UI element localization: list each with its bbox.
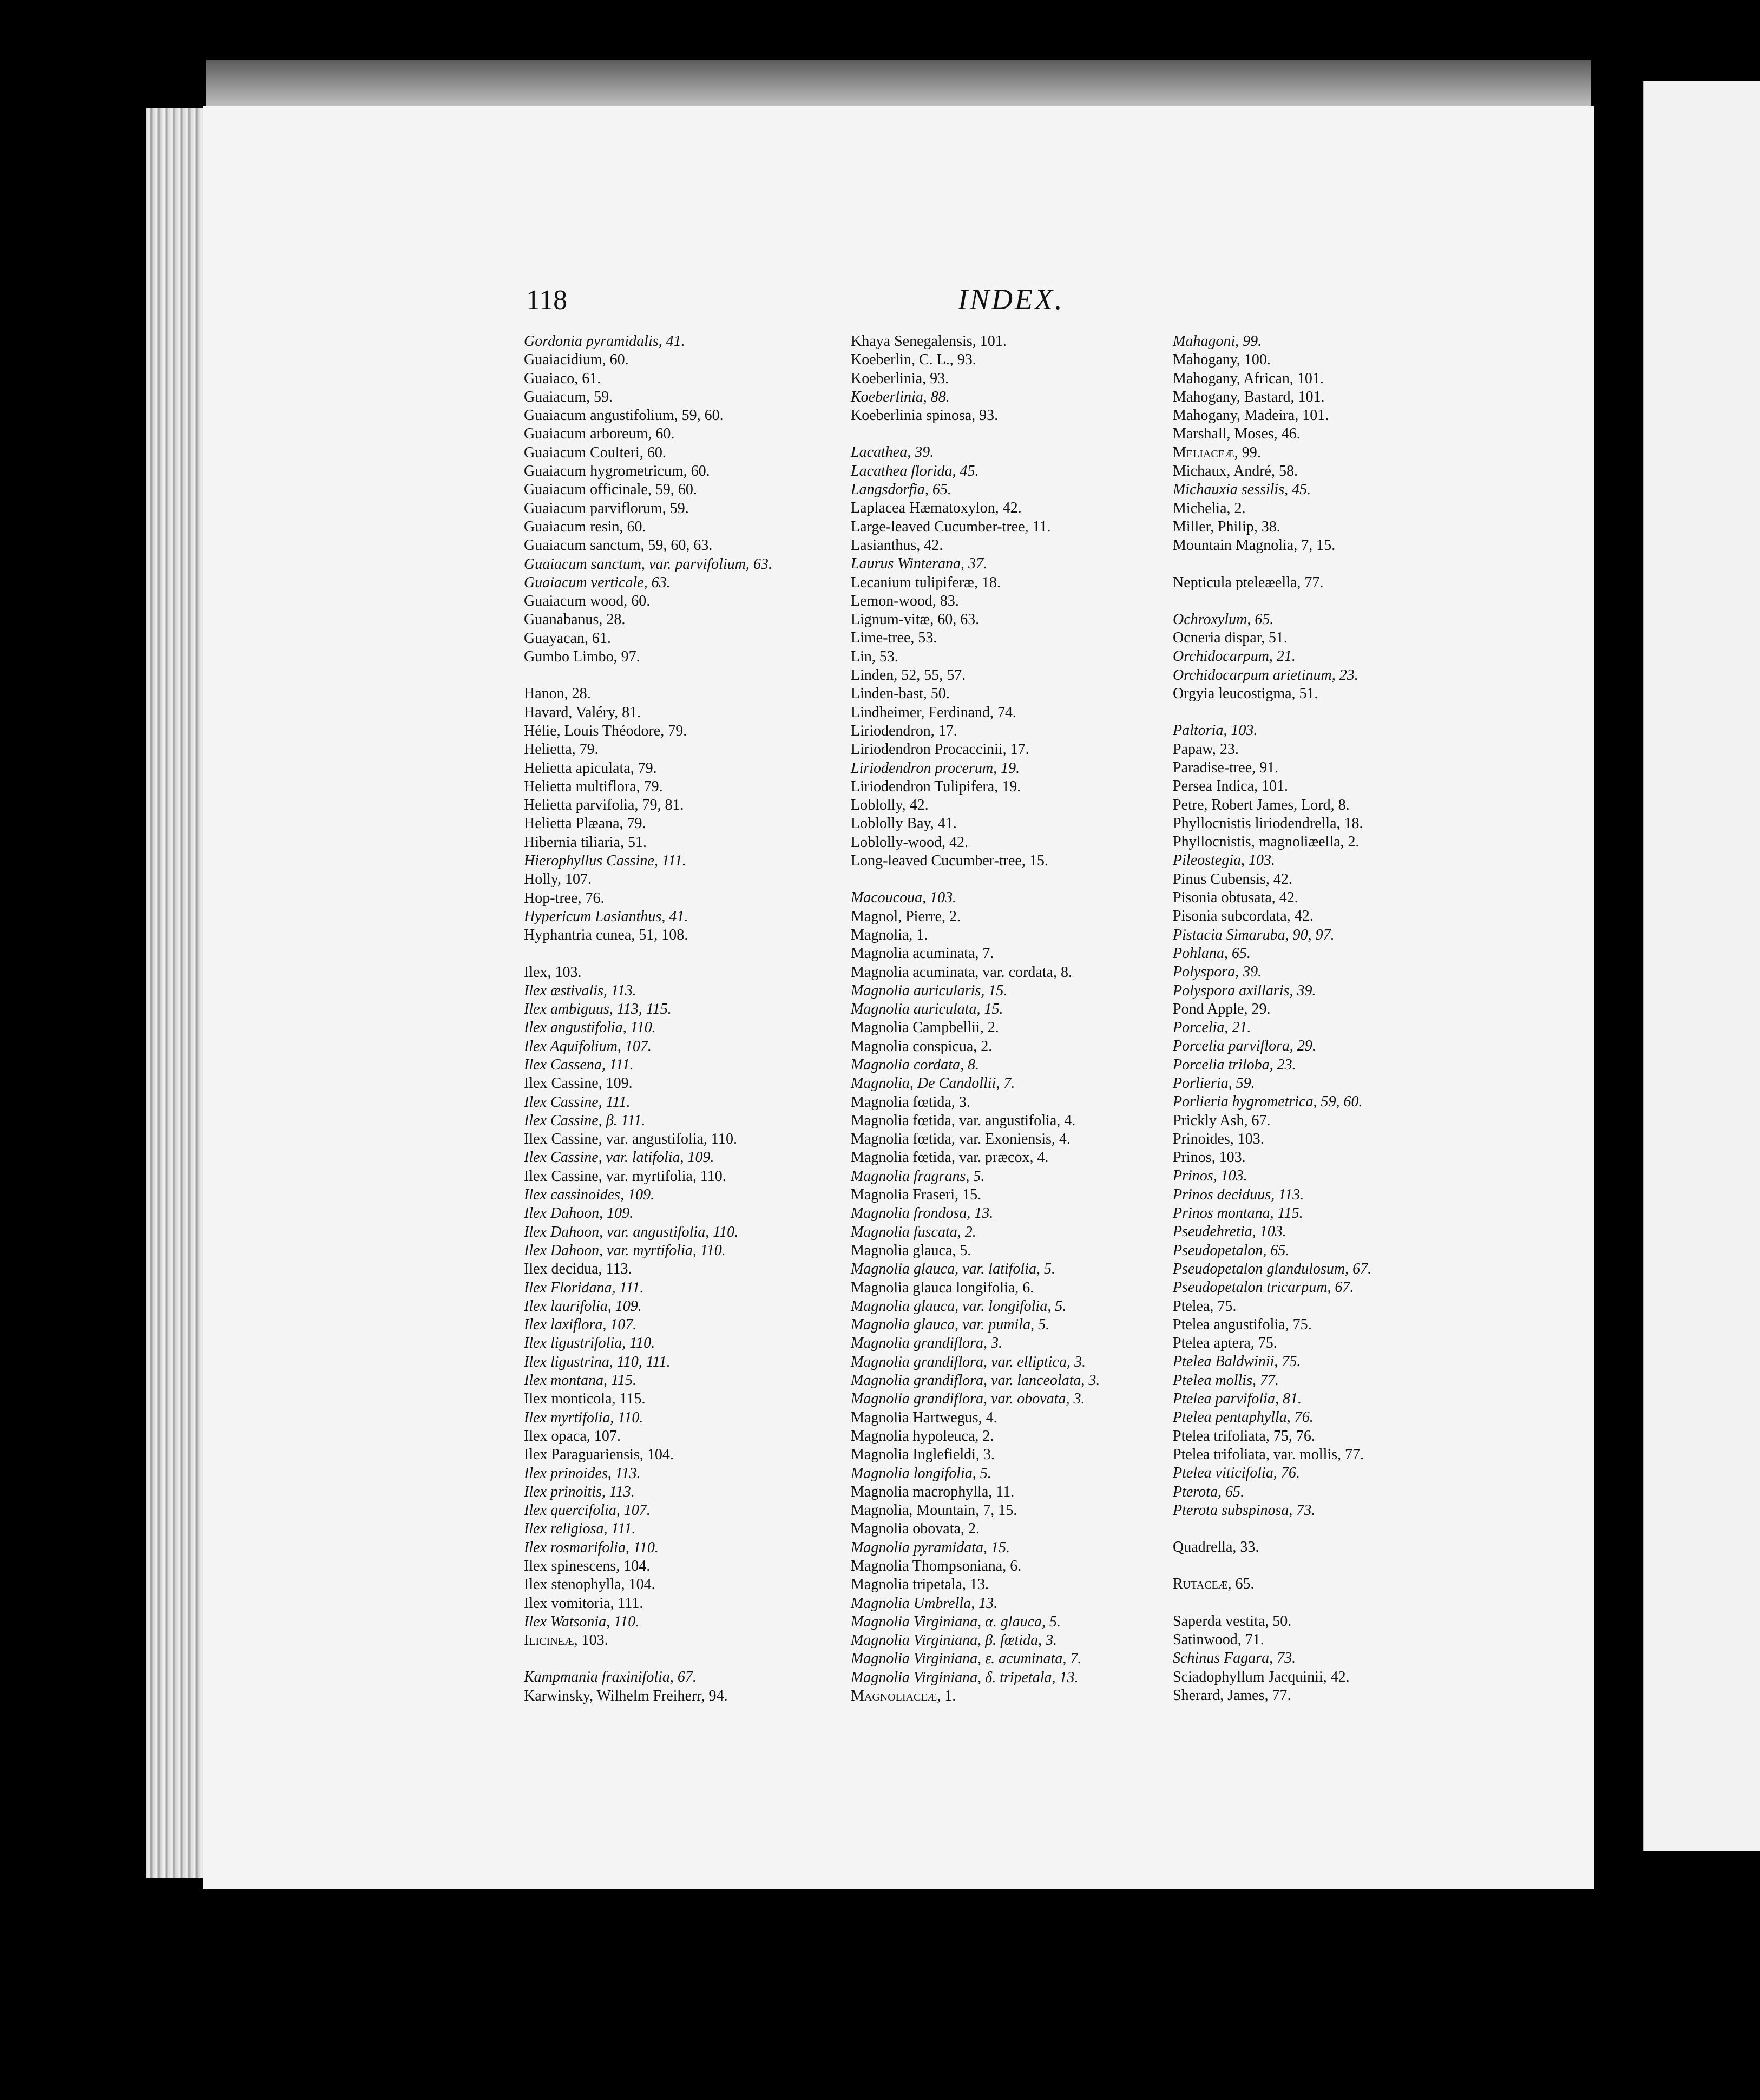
index-entry: Guaiacum resin, 60. — [524, 518, 646, 535]
index-entry: Magnolia glauca, var. longifolia, 5. — [851, 1297, 1067, 1315]
index-entry: Guanabanus, 28. — [524, 611, 626, 628]
index-entry: Magnolia, 1. — [851, 926, 928, 943]
index-entry: Papaw, 23. — [1173, 740, 1239, 758]
index-entry: Ptelea mollis, 77. — [1173, 1371, 1279, 1389]
index-entry: Rutaceæ, 65. — [1173, 1576, 1255, 1593]
index-entry: Ilex montana, 115. — [524, 1372, 636, 1389]
index-entry: Magnolia grandiflora, var. lanceolata, 3. — [851, 1372, 1100, 1389]
index-section-gap — [524, 945, 838, 963]
index-entry: Karwinsky, Wilhelm Freiherr, 94. — [524, 1687, 728, 1704]
index-entry: Magnol, Pierre, 2. — [851, 908, 961, 925]
index-entry: Ilex vomitoria, 111. — [524, 1594, 643, 1612]
index-entry: Michelia, 2. — [1173, 500, 1246, 517]
index-entry: Ilex Cassine, 109. — [524, 1075, 633, 1092]
index-entry: Magnolia Virginiana, α. glauca, 5. — [851, 1613, 1061, 1630]
index-entry: Ilex stenophylla, 104. — [524, 1576, 655, 1593]
index-entry: Ilex, 103. — [524, 963, 582, 981]
index-entry: Loblolly Bay, 41. — [851, 815, 957, 832]
index-entry: Havard, Valéry, 81. — [524, 704, 641, 721]
index-entry: Phyllocnistis, magnoliæella, 2. — [1173, 834, 1360, 851]
index-entry: Pond Apple, 29. — [1173, 1000, 1271, 1018]
index-entry: Pterota subspinosa, 73. — [1173, 1501, 1316, 1519]
index-entry: Pisonia obtusata, 42. — [1173, 889, 1298, 907]
index-entry: Porcelia, 21. — [1173, 1019, 1251, 1036]
index-entry: Magnolia Virginiana, ε. acuminata, 7. — [851, 1650, 1082, 1668]
index-entry: Pinus Cubensis, 42. — [1173, 870, 1292, 888]
index-entry: Magnolia acuminata, 7. — [851, 945, 994, 962]
index-section-gap — [1173, 703, 1525, 721]
page-stack-edge — [146, 108, 206, 1878]
index-entry: Pseudopetalon glandulosum, 67. — [1173, 1260, 1372, 1277]
index-entry: Magnolia fœtida, 3. — [851, 1093, 970, 1111]
page-number: 118 — [526, 285, 568, 316]
index-entry: Magnolia fœtida, var. Exoniensis, 4. — [851, 1131, 1071, 1148]
index-entry: Magnolia glauca, var. latifolia, 5. — [851, 1261, 1055, 1278]
index-entry: Ilex Cassine, 111. — [524, 1093, 631, 1111]
index-section-gap — [1173, 1557, 1525, 1575]
index-entry: Loblolly, 42. — [851, 797, 929, 814]
index-entry: Lindheimer, Ferdinand, 74. — [851, 704, 1017, 721]
index-entry: Persea Indica, 101. — [1173, 778, 1289, 795]
index-entry: Ilex Cassena, 111. — [524, 1056, 634, 1073]
index-entry: Paltoria, 103. — [1173, 722, 1258, 739]
index-entry: Guaiacum angustifolium, 59, 60. — [524, 407, 724, 424]
index-entry: Mahogany, Madeira, 101. — [1173, 407, 1329, 424]
index-entry: Ptelea aptera, 75. — [1173, 1335, 1277, 1352]
index-entry: Magnolia grandiflora, var. obovata, 3. — [851, 1390, 1085, 1408]
index-entry: Hypericum Lasianthus, 41. — [524, 908, 688, 925]
index-entry: Ptelea trifoliata, var. mollis, 77. — [1173, 1446, 1364, 1463]
index-entry: Khaya Senegalensis, 101. — [851, 333, 1007, 350]
index-entry: Polyspora, 39. — [1173, 963, 1262, 981]
index-entry: Guaiacidium, 60. — [524, 351, 629, 369]
index-entry: Pileostegia, 103. — [1173, 852, 1275, 869]
index-section-gap — [1173, 592, 1525, 611]
index-entry: Magnolia Umbrella, 13. — [851, 1594, 998, 1612]
running-title: INDEX. — [958, 283, 1065, 316]
index-entry: Ilicineæ, 103. — [524, 1632, 608, 1649]
index-entry: Ptelea angustifolia, 75. — [1173, 1316, 1312, 1333]
index-entry: Liriodendron Tulipifera, 19. — [851, 778, 1021, 795]
index-column-3 — [1173, 332, 1525, 1705]
index-entry: Lemon-wood, 83. — [851, 592, 959, 609]
index-entry: Lime-tree, 53. — [851, 629, 937, 647]
index-entry: Holly, 107. — [524, 871, 592, 888]
index-entry: Ilex laurifolia, 109. — [524, 1297, 642, 1315]
index-entry: Magnolia Virginiana, δ. tripetala, 13. — [851, 1669, 1079, 1686]
index-entry: Michaux, André, 58. — [1173, 463, 1298, 480]
index-entry: Linden-bast, 50. — [851, 685, 950, 703]
index-entry: Liriodendron Procaccinii, 17. — [851, 741, 1029, 758]
index-entry: Magnolia fragrans, 5. — [851, 1167, 985, 1185]
index-entry: Magnolia glauca, 5. — [851, 1242, 971, 1259]
index-entry: Magnolia hypoleuca, 2. — [851, 1427, 994, 1445]
index-entry: Porcelia triloba, 23. — [1173, 1056, 1296, 1073]
index-entry: Ilex laxiflora, 107. — [524, 1316, 637, 1334]
index-entry: Lin, 53. — [851, 648, 898, 665]
index-entry: Hibernia tiliaria, 51. — [524, 834, 647, 851]
index-entry: Pseudopetalon tricarpum, 67. — [1173, 1279, 1354, 1296]
index-entry: Hanon, 28. — [524, 685, 591, 703]
index-entry: Ocneria dispar, 51. — [1173, 629, 1288, 647]
index-entry: Porlieria, 59. — [1173, 1074, 1255, 1092]
index-entry: Loblolly-wood, 42. — [851, 834, 968, 851]
index-entry: Ilex prinoides, 113. — [524, 1465, 641, 1482]
index-entry: Helietta Plæana, 79. — [524, 815, 646, 832]
index-entry: Schinus Fagara, 73. — [1173, 1650, 1296, 1667]
index-entry: Magnolia fuscata, 2. — [851, 1223, 976, 1241]
index-entry: Magnolia cordata, 8. — [851, 1056, 979, 1073]
index-entry: Magnolia macrophylla, 11. — [851, 1483, 1015, 1500]
index-entry: Hierophyllus Cassine, 111. — [524, 852, 686, 870]
index-entry: Miller, Philip, 38. — [1173, 518, 1280, 535]
index-entry: Prinos montana, 115. — [1173, 1205, 1303, 1222]
index-entry: Magnolia auriculata, 15. — [851, 1001, 1003, 1018]
index-entry: Ilex Dahoon, var. angustifolia, 110. — [524, 1223, 739, 1241]
index-entry: Magnolia frondosa, 13. — [851, 1205, 994, 1222]
index-entry: Gordonia pyramidalis, 41. — [524, 333, 685, 350]
index-entry: Lasianthus, 42. — [851, 536, 943, 554]
index-entry: Kampmania fraxinifolia, 67. — [524, 1669, 697, 1686]
index-entry: Magnolia glauca longifolia, 6. — [851, 1279, 1034, 1296]
index-entry: Ilex Cassine, β. 111. — [524, 1112, 646, 1129]
index-entry: Magnolia grandiflora, 3. — [851, 1335, 1003, 1352]
index-entry: Saperda vestita, 50. — [1173, 1612, 1292, 1630]
index-entry: Mahogany, African, 101. — [1173, 370, 1324, 387]
index-entry: Mahogany, 100. — [1173, 351, 1271, 369]
index-entry: Prickly Ash, 67. — [1173, 1112, 1271, 1129]
index-entry: Helietta multiflora, 79. — [524, 778, 663, 795]
index-entry: Prinos deciduus, 113. — [1173, 1186, 1304, 1203]
index-entry: Nepticula pteleæella, 77. — [1173, 574, 1324, 591]
index-entry: Prinos, 103. — [1173, 1149, 1246, 1166]
index-entry: Liriodendron, 17. — [851, 722, 957, 739]
index-entry: Magnolia Virginiana, β. fœtida, 3. — [851, 1632, 1058, 1649]
index-entry: Ilex Aquifolium, 107. — [524, 1038, 652, 1055]
index-entry: Magnolia auricularis, 15. — [851, 982, 1008, 999]
index-entry: Hélie, Louis Théodore, 79. — [524, 722, 687, 739]
index-entry: Helietta apiculata, 79. — [524, 759, 657, 777]
index-entry: Guaiacum officinale, 59, 60. — [524, 481, 697, 498]
index-entry: Ilex Cassine, var. angustifolia, 110. — [524, 1131, 737, 1148]
index-entry: Ilex spinescens, 104. — [524, 1558, 651, 1574]
index-entry: Ilex Cassine, var. myrtifolia, 110. — [524, 1167, 726, 1185]
index-entry: Ilex Dahoon, 109. — [524, 1205, 634, 1222]
index-entry: Linden, 52, 55, 57. — [851, 667, 966, 684]
index-entry: Quadrella, 33. — [1173, 1539, 1259, 1556]
index-entry: Ilex rosmarifolia, 110. — [524, 1539, 659, 1556]
index-entry: Magnolia fœtida, var. angustifolia, 4. — [851, 1112, 1076, 1129]
index-entry: Guaiacum Coulteri, 60. — [524, 444, 666, 461]
index-section-gap — [851, 425, 1175, 443]
index-entry: Magnolia grandiflora, var. elliptica, 3. — [851, 1353, 1086, 1370]
index-column-1 — [524, 332, 838, 1705]
index-section-gap — [1173, 1594, 1525, 1612]
index-entry: Ptelea Baldwinii, 75. — [1173, 1353, 1301, 1370]
index-entry: Orchidocarpum arietinum, 23. — [1173, 666, 1358, 684]
index-entry: Ilex cassinoides, 109. — [524, 1186, 655, 1204]
index-entry: Pterota, 65. — [1173, 1483, 1244, 1500]
index-entry: Magnolia Inglefieldi, 3. — [851, 1446, 995, 1464]
index-entry: Lignum-vitæ, 60, 63. — [851, 611, 980, 628]
index-section-gap — [524, 666, 838, 685]
index-entry: Guaiacum wood, 60. — [524, 593, 651, 610]
index-entry: Polyspora axillaris, 39. — [1173, 982, 1316, 999]
index-entry: Guaiacum verticale, 63. — [524, 574, 671, 591]
index-entry: Lacathea florida, 45. — [851, 462, 979, 480]
index-entry: Guaiaco, 61. — [524, 370, 601, 387]
index-entry: Macoucoua, 103. — [851, 889, 957, 907]
index-entry: Ilex Watsonia, 110. — [524, 1613, 640, 1630]
index-entry: Magnolia Hartwegus, 4. — [851, 1409, 997, 1426]
index-entry: Magnolia acuminata, var. cordata, 8. — [851, 963, 1072, 981]
index-entry: Magnolia tripetala, 13. — [851, 1576, 989, 1593]
index-entry: Pohlana, 65. — [1173, 944, 1251, 962]
index-entry: Magnolia, Mountain, 7, 15. — [851, 1502, 1017, 1519]
index-entry: Magnolia glauca, var. pumila, 5. — [851, 1316, 1050, 1334]
index-entry: Ilex Dahoon, var. myrtifolia, 110. — [524, 1242, 726, 1259]
index-entry: Magnolia Fraseri, 15. — [851, 1186, 982, 1204]
index-entry: Pisonia subcordata, 42. — [1173, 908, 1314, 925]
index-entry: Guaiacum sanctum, 59, 60, 63. — [524, 537, 713, 554]
adjacent-page — [1643, 81, 1760, 1851]
index-entry: Ilex Paraguariensis, 104. — [524, 1446, 674, 1464]
index-entry: Laplacea Hæmatoxylon, 42. — [851, 500, 1022, 517]
index-entry: Koeberlinia, 88. — [851, 388, 950, 405]
index-entry: Mountain Magnolia, 7, 15. — [1173, 537, 1336, 554]
index-entry: Michauxia sessilis, 45. — [1173, 481, 1311, 498]
index-entry: Helietta, 79. — [524, 741, 599, 758]
index-entry: Satinwood, 71. — [1173, 1631, 1264, 1648]
index-entry: Koeberlinia, 93. — [851, 370, 949, 387]
index-entry: Large-leaved Cucumber-tree, 11. — [851, 518, 1051, 535]
index-entry: Ilex ligustrina, 110, 111. — [524, 1353, 671, 1370]
index-section-gap — [851, 870, 1175, 889]
index-entry: Guaiacum sanctum, var. parvifolium, 63. — [524, 555, 772, 573]
index-entry: Hyphantria cunea, 51, 108. — [524, 927, 688, 944]
index-entry: Magnolia conspicua, 2. — [851, 1038, 993, 1055]
index-entry: Guaiacum arboreum, 60. — [524, 425, 675, 443]
index-entry: Pseudopetalon, 65. — [1173, 1242, 1290, 1259]
index-entry: Ilex prinoitis, 113. — [524, 1483, 635, 1500]
index-entry: Paradise-tree, 91. — [1173, 759, 1279, 776]
index-entry: Porcelia parviflora, 29. — [1173, 1038, 1316, 1055]
index-entry: Mahogany, Bastard, 101. — [1173, 388, 1325, 405]
index-entry: Ilex Floridana, 111. — [524, 1279, 644, 1296]
index-entry: Guaiacum, 59. — [524, 388, 613, 405]
index-entry: Koeberlin, C. L., 93. — [851, 351, 976, 369]
index-entry: Magnolia pyramidata, 15. — [851, 1539, 1010, 1556]
index-entry: Ilex decidua, 113. — [524, 1261, 632, 1278]
index-entry: Liriodendron procerum, 19. — [851, 759, 1020, 777]
index-entry: Ilex æstivalis, 113. — [524, 982, 636, 999]
index-entry: Ilex myrtifolia, 110. — [524, 1409, 643, 1426]
index-entry: Koeberlinia spinosa, 93. — [851, 407, 999, 424]
index-entry: Laurus Winterana, 37. — [851, 555, 988, 573]
index-entry: Langsdorfia, 65. — [851, 481, 951, 498]
index-entry: Prinoides, 103. — [1173, 1130, 1264, 1147]
index-entry: Mahagoni, 99. — [1173, 333, 1262, 350]
index-entry: Ptelea, 75. — [1173, 1297, 1237, 1315]
index-section-gap — [524, 1650, 838, 1668]
index-entry: Meliaceæ, 99. — [1173, 444, 1261, 461]
index-entry: Magnolia longifolia, 5. — [851, 1465, 991, 1482]
index-entry: Ilex quercifolia, 107. — [524, 1502, 651, 1519]
index-entry: Orchidocarpum, 21. — [1173, 648, 1296, 665]
index-entry: Guaiacum parviflorum, 59. — [524, 500, 689, 517]
index-entry: Gumbo Limbo, 97. — [524, 648, 640, 666]
index-entry: Ilex ambiguus, 113, 115. — [524, 1001, 672, 1018]
index-section-gap — [1173, 1520, 1525, 1538]
index-entry: Sciadophyllum Jacquinii, 42. — [1173, 1668, 1350, 1685]
index-entry: Magnolia Campbellii, 2. — [851, 1019, 999, 1036]
index-entry: Magnolia fœtida, var. præcox, 4. — [851, 1149, 1049, 1166]
index-entry: Pistacia Simaruba, 90, 97. — [1173, 926, 1335, 943]
index-entry: Hop-tree, 76. — [524, 889, 605, 907]
index-entry: Orgyia leucostigma, 51. — [1173, 685, 1318, 703]
index-entry: Magnoliaceæ, 1. — [851, 1688, 956, 1705]
index-entry: Sherard, James, 77. — [1173, 1686, 1291, 1704]
index-entry: Guaiacum hygrometricum, 60. — [524, 463, 710, 480]
index-entry: Porlieria hygrometrica, 59, 60. — [1173, 1093, 1363, 1111]
index-entry: Lacathea, 39. — [851, 444, 934, 461]
index-entry: Ilex opaca, 107. — [524, 1427, 621, 1445]
index-entry: Prinos, 103. — [1173, 1167, 1247, 1185]
index-entry: Ilex angustifolia, 110. — [524, 1019, 656, 1036]
index-entry: Ochroxylum, 65. — [1173, 611, 1274, 628]
index-entry: Ptelea viticifolia, 76. — [1173, 1465, 1300, 1482]
index-entry: Ilex religiosa, 111. — [524, 1520, 636, 1538]
index-entry: Magnolia obovata, 2. — [851, 1520, 980, 1538]
index-entry: Ilex Cassine, var. latifolia, 109. — [524, 1149, 714, 1166]
index-entry: Ptelea trifoliata, 75, 76. — [1173, 1427, 1315, 1445]
index-entry: Phyllocnistis liriodendrella, 18. — [1173, 815, 1363, 832]
index-entry: Marshall, Moses, 46. — [1173, 425, 1301, 443]
index-entry: Ptelea parvifolia, 81. — [1173, 1390, 1302, 1408]
index-entry: Long-leaved Cucumber-tree, 15. — [851, 852, 1048, 870]
index-entry: Guayacan, 61. — [524, 629, 611, 647]
index-entry: Helietta parvifolia, 79, 81. — [524, 797, 684, 814]
index-entry: Pseudehretia, 103. — [1173, 1223, 1286, 1241]
index-entry: Petre, Robert James, Lord, 8. — [1173, 796, 1350, 813]
index-entry: Lecanium tulipiferæ, 18. — [851, 574, 1001, 591]
index-column-2 — [851, 332, 1175, 1705]
index-entry: Magnolia, De Candollii, 7. — [851, 1075, 1015, 1092]
index-section-gap — [1173, 555, 1525, 574]
index-entry: Ilex ligustrifolia, 110. — [524, 1335, 655, 1352]
index-entry: Ptelea pentaphylla, 76. — [1173, 1409, 1314, 1426]
index-entry: Ilex monticola, 115. — [524, 1390, 646, 1408]
index-entry: Magnolia Thompsoniana, 6. — [851, 1558, 1022, 1574]
